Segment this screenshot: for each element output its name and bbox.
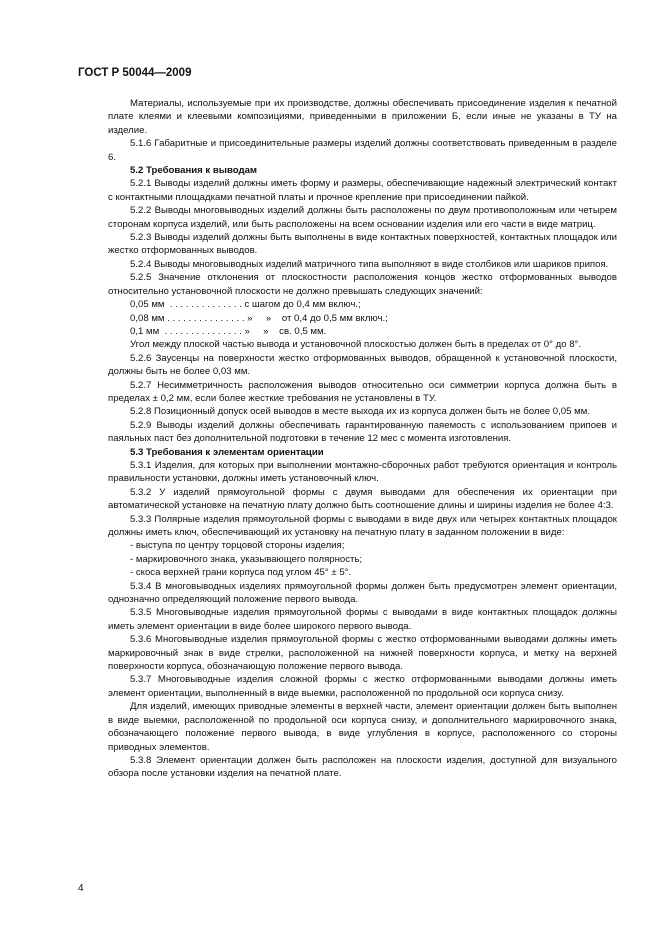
section-heading-5-2: 5.2 Требования к выводам (130, 165, 257, 177)
list-item-bevel: - скоса верхней грани корпуса под углом 45° ± 5°. (130, 567, 352, 579)
paragraph-5-2-3: 5.2.3 Выводы изделий должны быть выполнены в виде контактных поверхностей, контактных площадок или жестко отформованных выводов. (108, 232, 617, 257)
list-item-protrusion: - выступа по центру торцовой стороны изделия; (130, 540, 345, 552)
page-number: 4 (78, 883, 84, 894)
paragraph-5-3-3: 5.3.3 Полярные изделия прямоугольной формы с выводами в виде двух или четырех контактных площадок должны иметь ключ, обеспечивающий их установку на печатную плату в заданном положении в виде: (108, 513, 617, 538)
paragraph-5-3-4: 5.3.4 В многовыводных изделиях прямоугольной формы должен быть предусмотрен элемент ориентации, однозначно определяющий положение первого вывода. (108, 580, 617, 606)
paragraph-5-2-9: 5.2.9 Выводы изделий должны обеспечивать гарантированную паяемость с использованием припоев и паяльных паст без дополнительной подготовки в течение 12 мес с момента изготовления. (108, 419, 617, 445)
document-body (108, 97, 617, 781)
paragraph-5-2-2: 5.2.2 Выводы многовыводных изделий должны быть расположены по двум противоположным или четырем сторонам корпуса изделий, или быть расположены на всем основании изделия или его части в виде матриц. (108, 205, 617, 230)
paragraph-5-2-8: 5.2.8 Позиционный допуск осей выводов в месте выхода их из корпуса должен быть не более 0,05 мм. (130, 406, 590, 418)
document-header: ГОСТ Р 50044—2009 (78, 67, 192, 79)
deviation-line-2: 0,08 мм . . . . . . . . . . . . . . . » » от 0,4 до 0,5 мм включ.; (130, 312, 388, 324)
paragraph-5-3-1: 5.3.1 Изделия, для которых при выполнении монтажно-сборочных работ требуются ориентация и контроль правильности установки, должны иметь установочный ключ. (108, 459, 617, 485)
paragraph-angle: Угол между плоской частью вывода и установочной плоскостью должен быть в пределах от 0° до 8°. (130, 339, 582, 351)
paragraph-5-3-5: 5.3.5 Многовыводные изделия прямоугольной формы с выводами в виде контактных площадок должны иметь элемент ориентации в виде более широкого первого вывода. (108, 607, 617, 632)
list-item-marking: - маркировочного знака, указывающего полярность; (130, 553, 363, 565)
deviation-line-1: 0,05 мм . . . . . . . . . . . . . . с шагом до 0,4 мм включ.; (130, 299, 361, 311)
paragraph-5-3-8: 5.3.8 Элемент ориентации должен быть расположен на плоскости изделия, доступной для визуального обзора после установки изделия на печатной плате. (108, 754, 617, 780)
paragraph-drive-elements: Для изделий, имеющих приводные элементы в верхней части, элемент ориентации должен быть выполнен в виде выемки, расположенной по продольной оси корпуса снизу, и дополнительного маркировочного знака, обозначающего положение первого вывода, в виде углубления в корпусе, расположенного со стороны приводных элементов. (108, 701, 617, 753)
paragraph-5-2-1: 5.2.1 Выводы изделий должны иметь форму и размеры, обеспечивающие надежный электрический контакт с контактными площадками печатной платы и прочное крепление при присоединении пайкой. (108, 178, 617, 203)
section-heading-5-3: 5.3 Требования к элементам ориентации (130, 446, 324, 458)
paragraph-5-2-7: 5.2.7 Несимметричность расположения выводов относительно оси симметрии корпуса должна быть в пределах ± 0,2 мм, если более жесткие требования не установлены в ТУ. (108, 379, 617, 404)
paragraph-5-1-6: 5.1.6 Габаритные и присоединительные размеры изделий должны соответствовать приведенным в разделе 6. (108, 138, 617, 163)
paragraph-5-2-6: 5.2.6 Заусенцы на поверхности жестко отформованных выводов, обращенной к установочной плоскости, должны быть не более 0,03 мм. (108, 352, 617, 378)
paragraph-5-3-2: 5.3.2 У изделий прямоугольной формы с двумя выводами для обеспечения их ориентации при автоматической установке на печатную плату должно быть соотношение длины и ширины изделия не более 4:3. (108, 486, 617, 512)
paragraph-5-3-7: 5.3.7 Многовыводные изделия сложной формы с жестко отформованными выводами должны иметь элемент ориентации, выполненный в виде выемки, расположенной по продольной оси корпуса снизу. (108, 674, 617, 699)
deviation-line-3: 0,1 мм . . . . . . . . . . . . . . . » » св. 0,5 мм. (130, 325, 327, 337)
paragraph-5-2-4: 5.2.4 Выводы многовыводных изделий матричного типа выполняют в виде столбиков или шариков припоя. (130, 258, 609, 270)
paragraph-materials: Материалы, используемые при их производстве, должны обеспечивать присоединение изделия к печатной плате клеями и клеевыми композициями, приведенными в приложении Б, если иные не указаны в ТУ на изделие. (108, 98, 617, 136)
paragraph-5-3-6: 5.3.6 Многовыводные изделия прямоугольной формы с жестко отформованными выводами должны иметь маркировочный знак в виде стрелки, расположенной на нижней поверхности корпуса, и метку на верхней поверхности корпуса, обозначающую положение первого вывода. (108, 634, 617, 673)
paragraph-5-2-5: 5.2.5 Значение отклонения от плоскостности расположения концов жестко отформованных выводов относительно установочной плоскости не должно превышать следующих значений: (108, 272, 617, 297)
